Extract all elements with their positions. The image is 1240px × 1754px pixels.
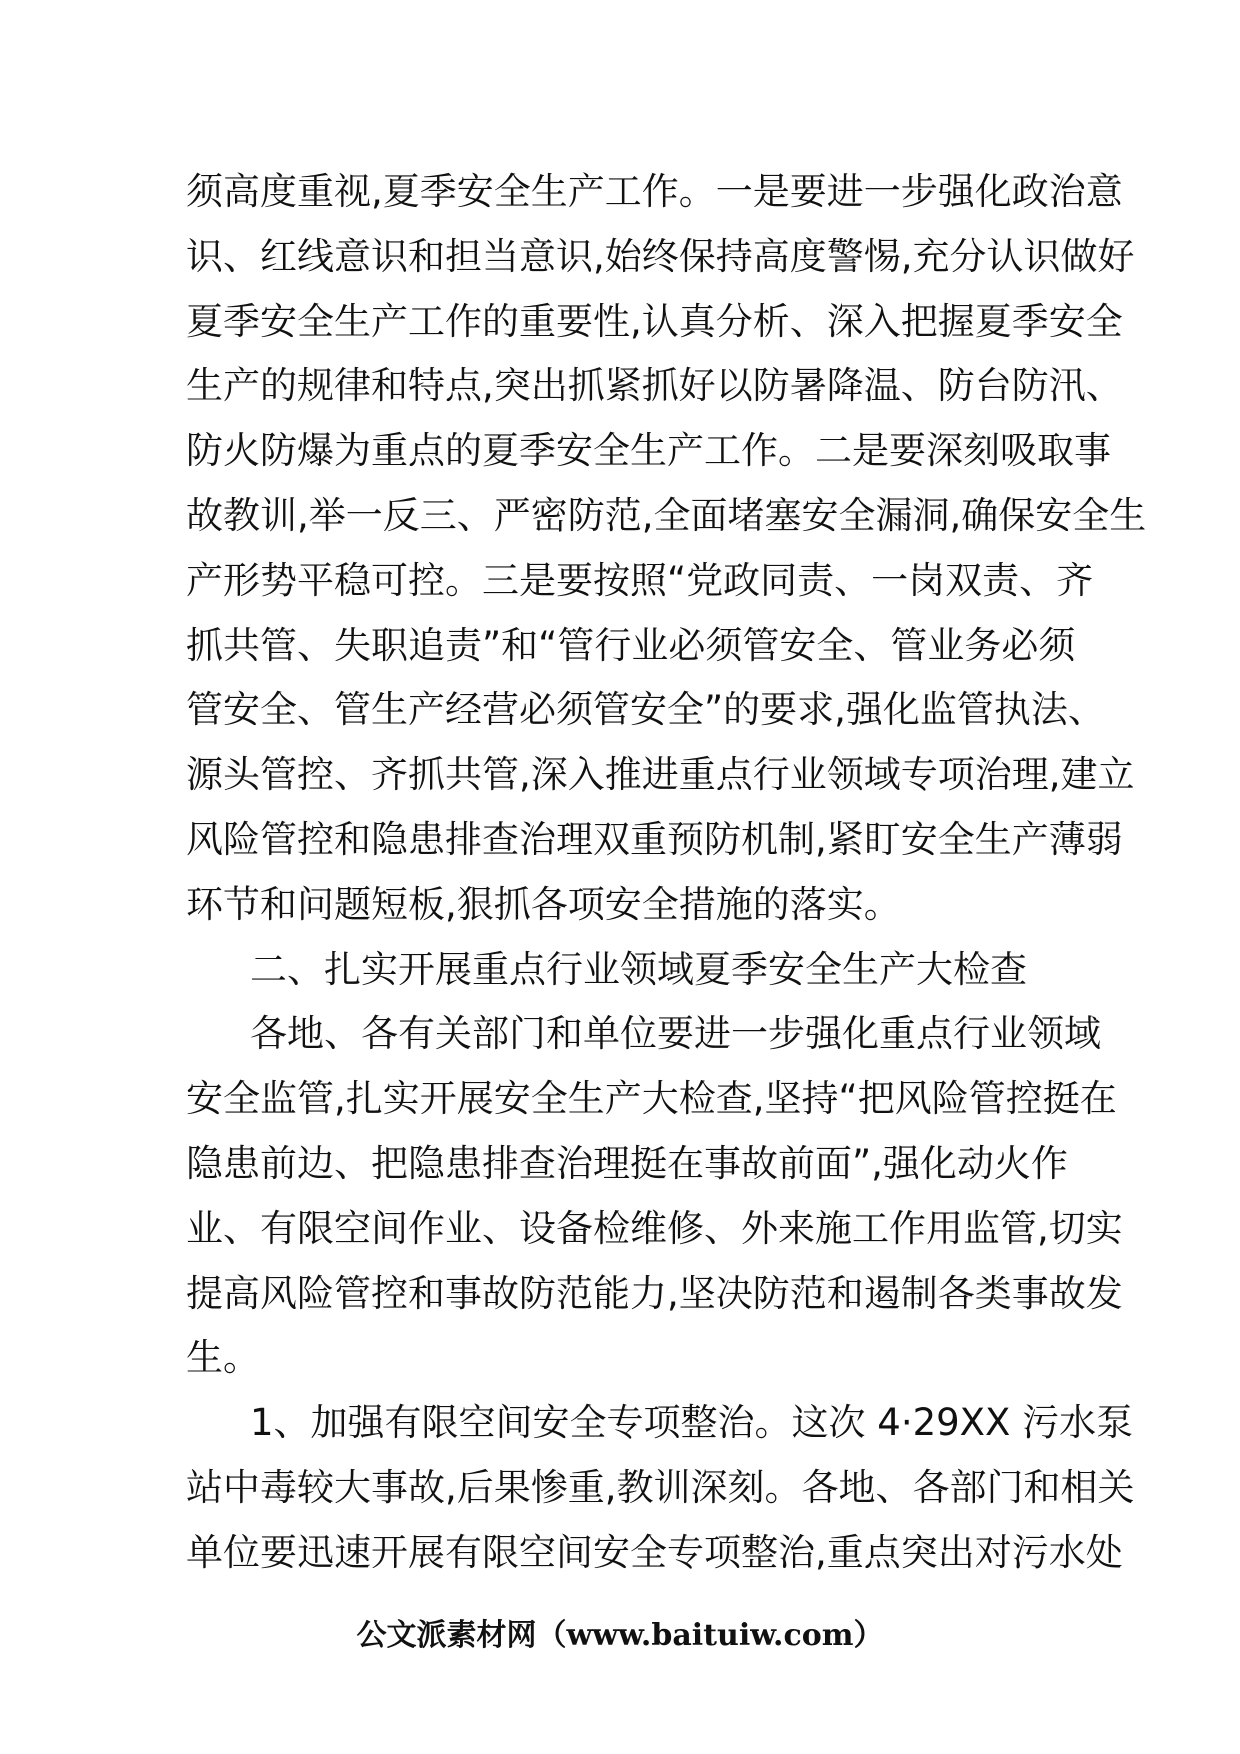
body-text xyxy=(186,160,1147,1586)
text-line: 生产的规律和特点,突出抓紧抓好以防暑降温、防台防汛、 xyxy=(186,364,1123,408)
text-line: 安全监管,扎实开展安全生产大检查,坚持“把风险管控挺在 xyxy=(186,1077,1117,1121)
text-line: 识、红线意识和担当意识,始终保持高度警惕,充分认识做好 xyxy=(186,234,1135,278)
text-line: 隐患前边、把隐患排查治理挺在事故前面”,强化动火作 xyxy=(186,1141,1068,1185)
section-heading: 二、扎实开展重点行业领域夏季安全生产大检查 xyxy=(250,947,1027,991)
text-line: 源头管控、齐抓共管,深入推进重点行业领域专项治理,建立 xyxy=(186,753,1135,797)
text-line: 夏季安全生产工作的重要性,认真分析、深入把握夏季安全 xyxy=(186,299,1123,343)
text-line: 业、有限空间作业、设备检维修、外来施工作用监管,切实 xyxy=(186,1206,1123,1250)
text-line: 1、加强有限空间安全专项整治。这次 4·29XX 污水泵 xyxy=(250,1401,1134,1445)
text-line: 产形势平稳可控。三是要按照“党政同责、一岗双责、齐 xyxy=(186,558,1094,602)
text-line: 各地、各有关部门和单位要进一步强化重点行业领域 xyxy=(250,1012,1101,1056)
text-line: 管安全、管生产经营必须管安全”的要求,强化监管执法、 xyxy=(186,688,1105,732)
text-line: 单位要迅速开展有限空间安全专项整治,重点突出对污水处 xyxy=(186,1530,1123,1574)
footer-watermark: 公文派素材网（www.baituiw.com） xyxy=(356,1618,884,1653)
text-line: 环节和问题短板,狠抓各项安全措施的落实。 xyxy=(186,882,901,926)
text-line: 故教训,举一反三、严密防范,全面堵塞安全漏洞,确保安全生 xyxy=(186,493,1147,537)
text-line: 须高度重视,夏季安全生产工作。一是要进一步强化政治意 xyxy=(186,170,1123,213)
text-line: 抓共管、失职追责”和“管行业必须管安全、管业务必须 xyxy=(186,623,1076,667)
text-line: 生。 xyxy=(186,1336,260,1380)
text-line: 防火防爆为重点的夏季安全生产工作。二是要深刻吸取事 xyxy=(186,429,1111,473)
text-line: 站中毒较大事故,后果惨重,教训深刻。各地、各部门和相关 xyxy=(186,1465,1135,1509)
text-line: 提高风险管控和事故防范能力,坚决防范和遏制各类事故发 xyxy=(186,1271,1123,1315)
text-line: 风险管控和隐患排查治理双重预防机制,紧盯安全生产薄弱 xyxy=(186,817,1123,861)
